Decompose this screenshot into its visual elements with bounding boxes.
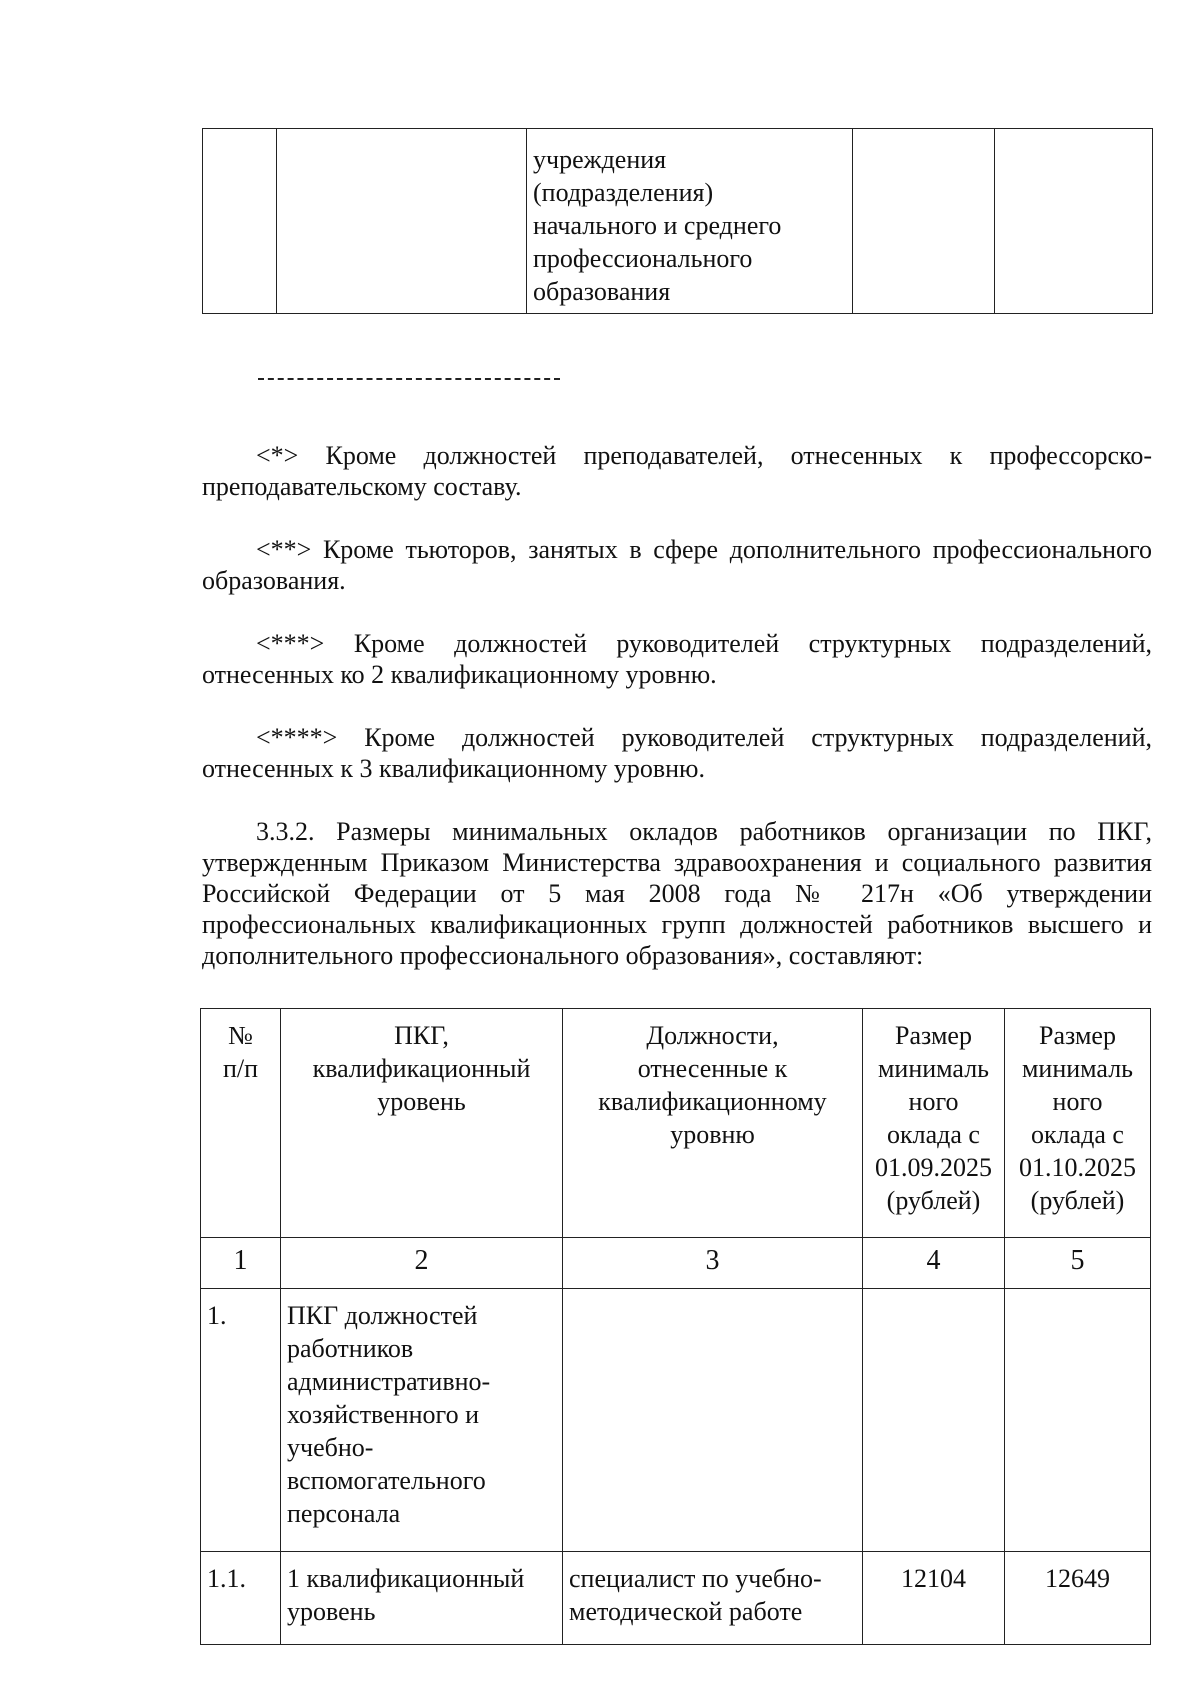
table-row xyxy=(201,1289,1151,1552)
row-positions xyxy=(563,1289,863,1552)
header-line: Должности, xyxy=(646,1021,779,1050)
header-line: Размер xyxy=(895,1021,972,1050)
cell-line: (подразделения) xyxy=(533,178,714,207)
cell-line: начального и среднего xyxy=(533,211,782,240)
column-number: 5 xyxy=(1005,1238,1151,1289)
header-line: минималь xyxy=(877,1054,990,1083)
header-line: № xyxy=(228,1021,253,1050)
salary-table xyxy=(200,1008,1151,1645)
header-line: п/п xyxy=(222,1054,259,1083)
cell-line: профессионального xyxy=(533,244,753,273)
row-pkg xyxy=(281,1289,563,1552)
row-pkg xyxy=(281,1552,563,1645)
cell-line: 1 квалификационный xyxy=(287,1564,525,1593)
footnote-3: <***> Кроме должностей руководителей структурных подразделений, отнесенных ко 2 квалификационному уровню. xyxy=(202,629,1152,689)
footnote-4: <****> Кроме должностей руководителей структурных подразделений, отнесенных к 3 квалификационному уровню. xyxy=(202,723,1152,783)
header-line: ПКГ, xyxy=(394,1021,449,1050)
table-cell xyxy=(527,129,853,314)
header-line: квалификационный xyxy=(312,1054,531,1083)
table-row xyxy=(203,129,1153,314)
header-line: Размер xyxy=(1039,1021,1116,1050)
table-cell xyxy=(853,129,995,314)
row-salary-0109 xyxy=(863,1289,1005,1552)
cell-line: учебно- xyxy=(287,1433,374,1462)
header-cell-number xyxy=(201,1009,281,1238)
cell-line: персонала xyxy=(287,1499,401,1528)
header-line: ного xyxy=(908,1087,959,1116)
header-line: минималь xyxy=(1021,1054,1134,1083)
cell-line: ПКГ должностей xyxy=(287,1301,478,1330)
row-number: 1.1. xyxy=(201,1552,281,1645)
table-cell xyxy=(995,129,1153,314)
header-cell-positions xyxy=(563,1009,863,1238)
table-row xyxy=(201,1552,1151,1645)
row-salary-0110 xyxy=(1005,1289,1151,1552)
column-number: 3 xyxy=(563,1238,863,1289)
header-line: оклада с xyxy=(1031,1120,1124,1149)
cell-line: вспомогательного xyxy=(287,1466,486,1495)
header-line: оклада с xyxy=(887,1120,980,1149)
row-number: 1. xyxy=(201,1289,281,1552)
header-line: уровень xyxy=(377,1087,466,1116)
column-number: 4 xyxy=(863,1238,1005,1289)
header-line: уровню xyxy=(670,1120,755,1149)
footnote-2: <**> Кроме тьюторов, занятых в сфере дополнительного профессионального образования. xyxy=(202,535,1152,595)
header-line: ного xyxy=(1052,1087,1103,1116)
header-line: 01.10.2025 xyxy=(1019,1153,1136,1182)
row-positions xyxy=(563,1552,863,1645)
cell-line: хозяйственного и xyxy=(287,1400,479,1429)
cell-line: работников xyxy=(287,1334,414,1363)
column-number: 2 xyxy=(281,1238,563,1289)
header-cell-salary-0109 xyxy=(863,1009,1005,1238)
cell-line: учреждения xyxy=(533,145,667,174)
cell-text xyxy=(527,129,852,308)
header-line: отнесенные к xyxy=(637,1054,788,1083)
table-cell xyxy=(277,129,527,314)
header-line: (рублей) xyxy=(886,1186,981,1215)
column-number-row xyxy=(201,1238,1151,1289)
header-cell-pkg xyxy=(281,1009,563,1238)
footnote-1: <*> Кроме должностей преподавателей, отнесенных к профессорско-преподавательскому составу. xyxy=(202,441,1152,501)
column-number: 1 xyxy=(201,1238,281,1289)
cell-line: уровень xyxy=(287,1597,376,1626)
header-line: 01.09.2025 xyxy=(875,1153,992,1182)
table-header-row xyxy=(201,1009,1151,1238)
row-salary-0109: 12104 xyxy=(863,1552,1005,1645)
footnote-separator xyxy=(258,378,560,380)
continuation-table xyxy=(202,128,1153,314)
section-paragraph: 3.3.2. Размеры минимальных окладов работников организации по ПКГ, утвержденным Приказом Министерства здравоохранения и социального развития Российской Федерации от 5 мая 2008 года № 217н «Об утверждении профессиональных квалификационных групп должностей работников высшего и дополнительного профессионального образования», составляют: xyxy=(202,817,1152,970)
cell-line: методической работе xyxy=(569,1597,803,1626)
cell-line: образования xyxy=(533,277,671,306)
header-line: квалификационному xyxy=(598,1087,827,1116)
header-line: (рублей) xyxy=(1030,1186,1125,1215)
table-cell xyxy=(203,129,277,314)
cell-line: административно- xyxy=(287,1367,491,1396)
row-salary-0110: 12649 xyxy=(1005,1552,1151,1645)
cell-line: специалист по учебно- xyxy=(569,1564,822,1593)
header-cell-salary-0110 xyxy=(1005,1009,1151,1238)
